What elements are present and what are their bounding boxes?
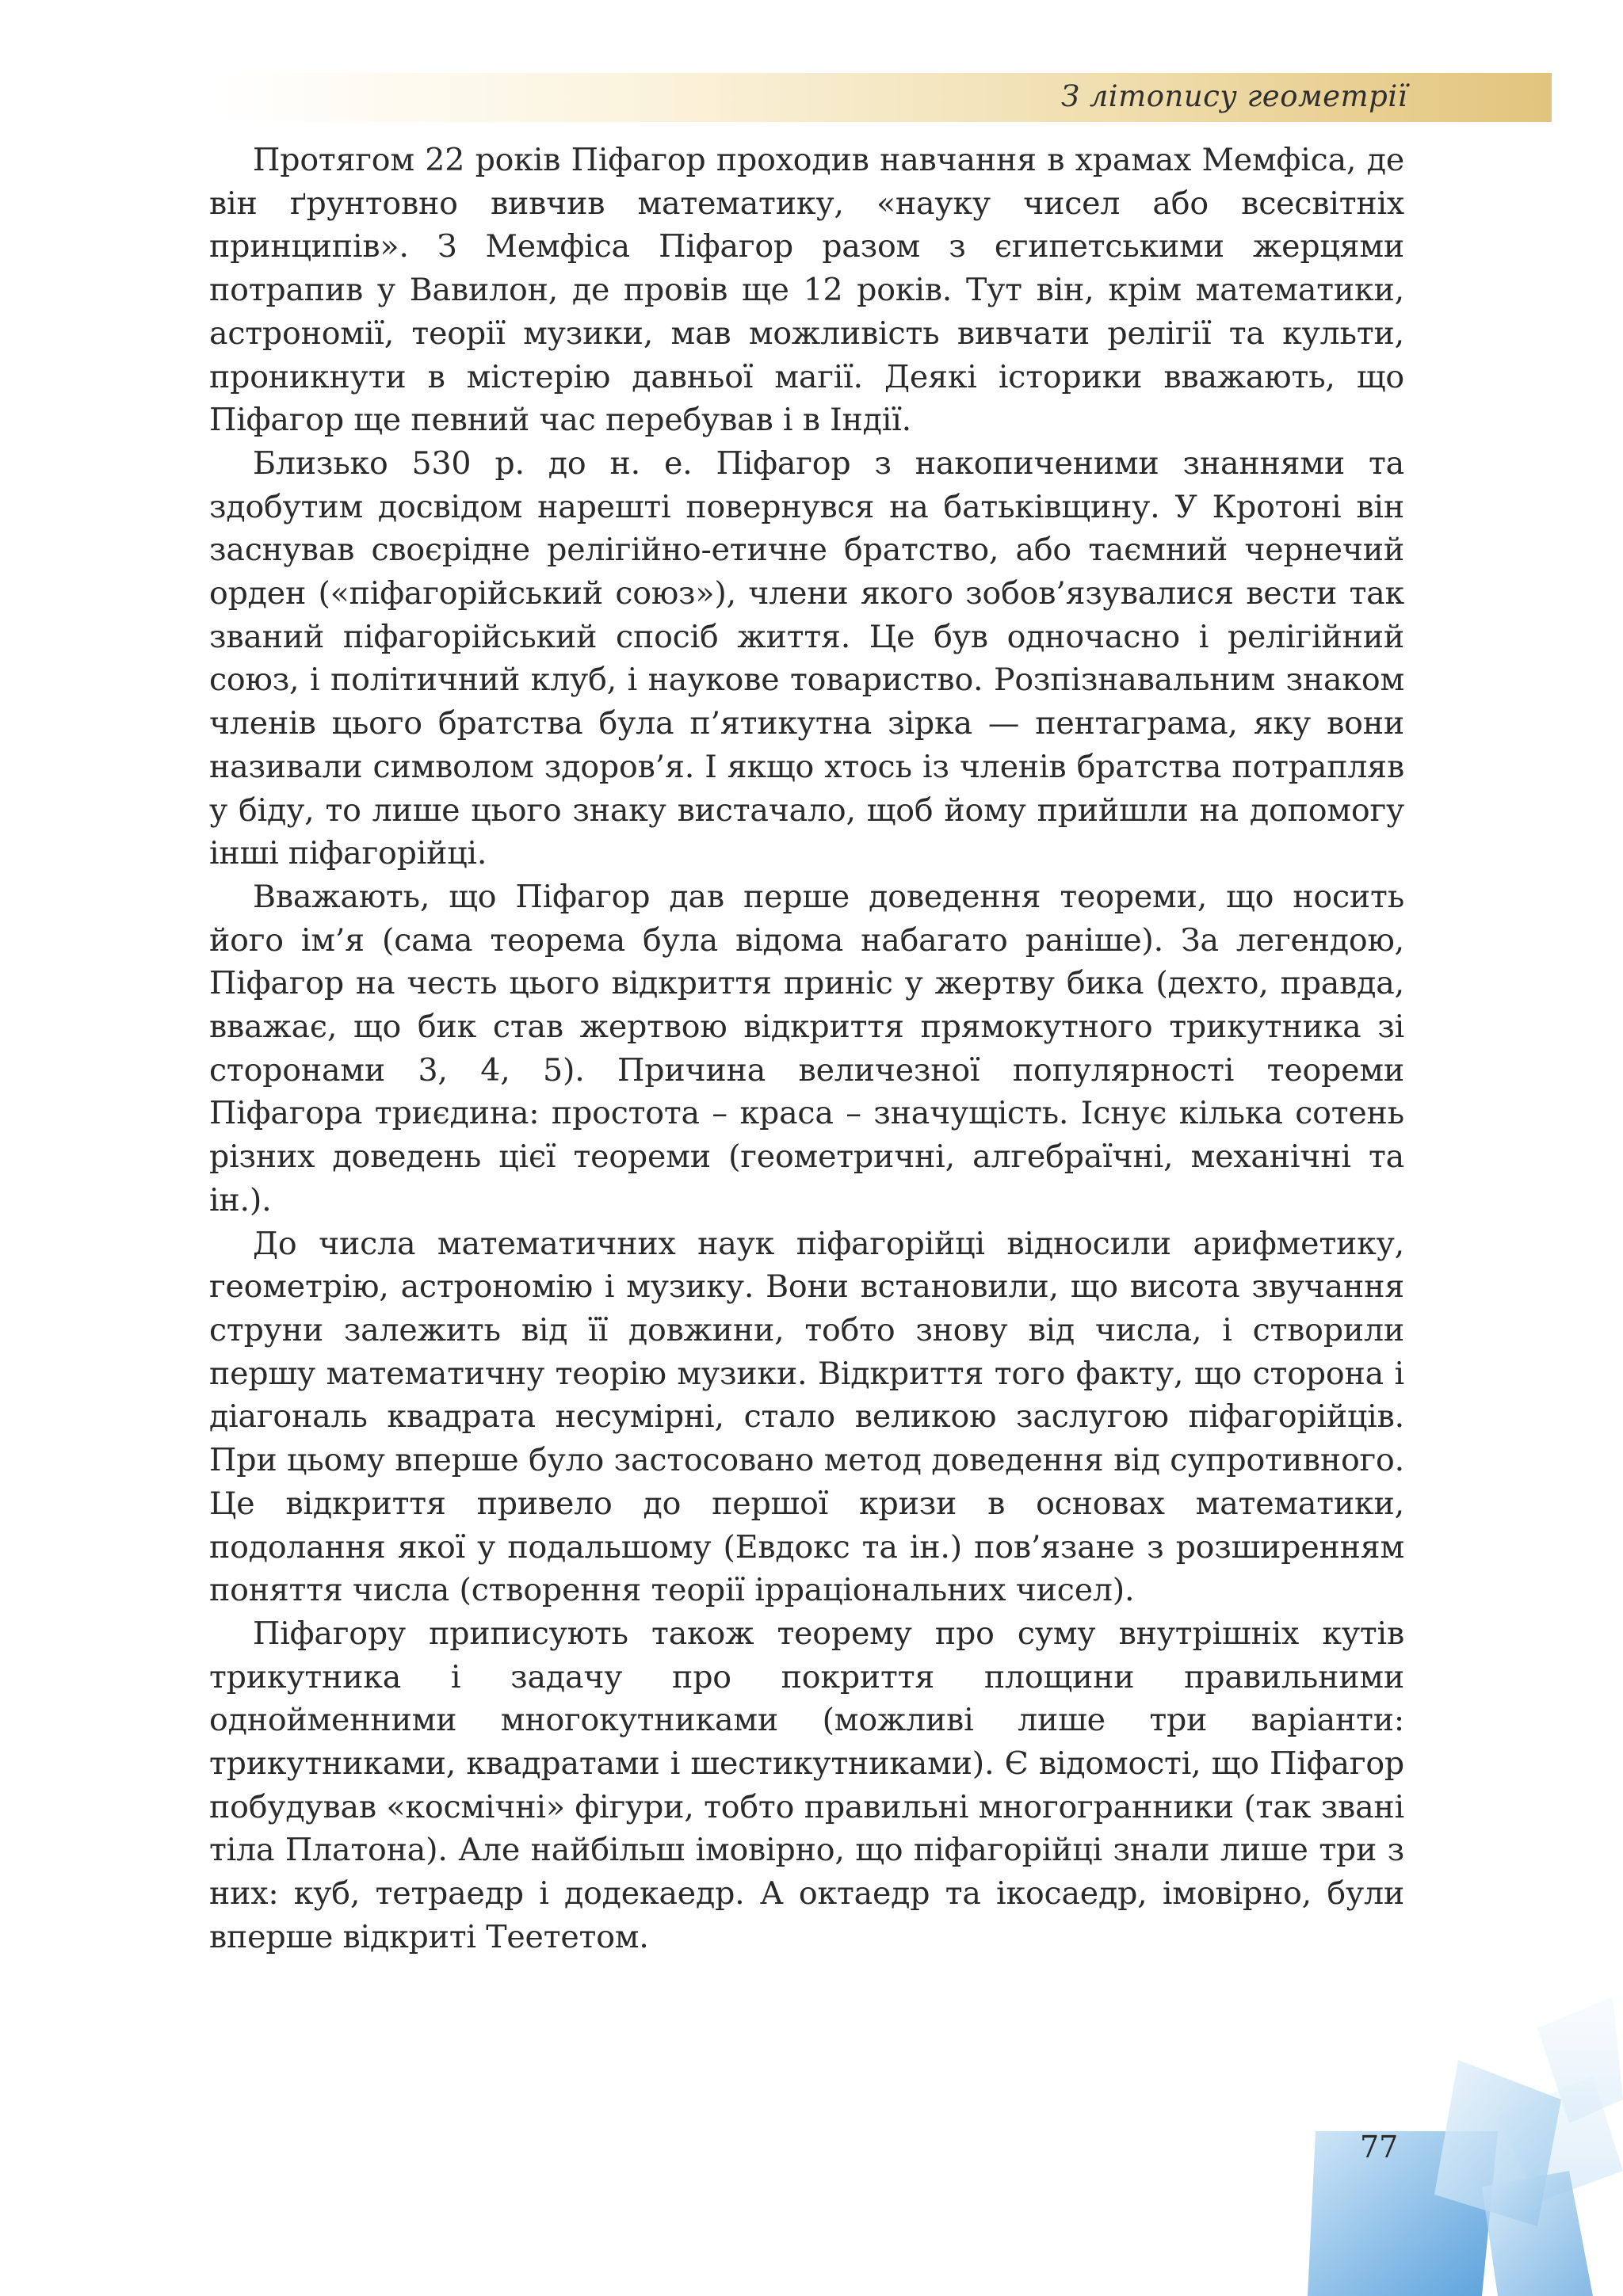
paragraph: Піфагору приписують також теорему про суму внутрішніх кутів трикутника і задачу про покриття площини правильними однойменними многокутниками (можливі лише три варіанти: трикутниками, квадратами і шестикутниками). Є відомості, що Піфагор побудував «космічні» фігури, тобто правильні многогранники (так звані тіла Платона). Але найбільш імовірно, що піфагорійці знали лише три з них: куб, тетраедр і додекаедр. А октаедр та ікосаедр, імовірно, були вперше відкриті Теететом. xyxy=(209,1615,1404,1955)
article-body xyxy=(209,139,1404,1959)
paragraph: Вважають, що Піфагор дав перше доведення теореми, що носить його ім’я (сама теорема була відома набагато раніше). За легендою, Піфагор на честь цього відкриття приніс у жертву бика (дехто, правда, вважає, що бик став жертвою відкриття прямокутного трикутника зі сторонами 3, 4, 5). Причина величезної популярності теореми Піфагора триєдина: простота – краса – значущість. Існує кілька сотень різних доведень цієї теореми (геометричні, алгебраїчні, механічні та ін.). xyxy=(209,878,1404,1219)
corner-decoration xyxy=(1300,1981,1623,2296)
paragraph: Близько 530 р. до н. е. Піфагор з накопиченими знаннями та здобутим досвідом нарешті повернувся на батьківщину. У Кротоні він заснував своєрідне релігійно-етичне братство, або таємний чернечий орден («піфагорійський союз»), члени якого зобов’язувалися вести так званий піфагорійський спосіб життя. Це був одночасно і релігійний союз, і політичний клуб, і наукове товариство. Розпізнавальним знаком членів цього братства була п’ятикутна зірка — пентаграма, яку вони називали символом здоров’я. І якщо хтось із членів братства потрапляв у біду, то лише цього знаку вистачало, щоб йому прийшли на допомогу інші піфагорійці. xyxy=(209,444,1404,872)
paragraph: Протягом 22 років Піфагор проходив навчання в храмах Мемфіса, де він ґрунтовно вивчив математику, «науку чисел або всесвітніх принципів». З Мемфіса Піфагор разом з єгипетськими жерцями потрапив у Вавилон, де провів ще 12 років. Тут він, крім математики, астрономії, теорії музики, мав можливість вивчати релігії та культи, проникнути в містерію давньої магії. Деякі історики вважають, що Піфагор ще певний час перебував і в Індії. xyxy=(209,142,1404,439)
page-number: 77 xyxy=(1360,2130,1399,2164)
section-title: З літопису геометрії xyxy=(1060,79,1407,113)
paragraph: До числа математичних наук піфагорійці відносили арифметику, геометрію, астрономію і музику. Вони встановили, що висота звучання струни залежить від її довжини, тобто знову від числа, і створили першу математичну теорію музики. Відкриття того факту, що сторона і діагональ квадрата несумірні, стало великою заслугою піфагорійців. При цьому вперше було застосовано метод доведення від супротивного. Це відкриття привело до першої кризи в основах математики, подолання якої у подальшому (Евдокс та ін.) пов’язане з розширенням поняття числа (створення теорії ірраціональних чисел). xyxy=(209,1225,1404,1609)
